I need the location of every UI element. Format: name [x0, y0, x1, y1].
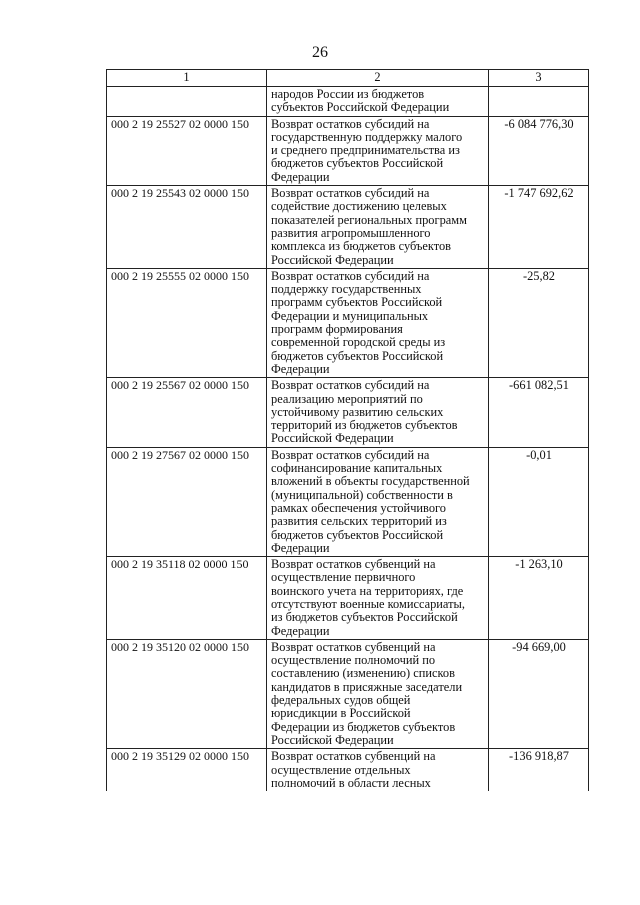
row-name: Возврат остатков субсидий на софинансирование капитальных вложений в объекты государственной (муниципальной) собственности в рамках обеспечения устойчивого развития сельских территорий из бюджетов субъектов Российской Федерации	[267, 447, 489, 556]
row-code: 000 2 19 25555 02 0000 150	[107, 268, 267, 377]
row-value: -136 918,87	[489, 749, 589, 791]
row-value	[489, 87, 589, 117]
row-name: народов России из бюджетов субъектов Российской Федерации	[267, 87, 489, 117]
table-row	[107, 557, 589, 640]
row-name: Возврат остатков субвенций на осуществление полномочий по составлению (изменению) списков кандидатов в присяжные заседатели федеральных судов общей юрисдикции в Российской Федерации из бюджетов субъектов Российской Федерации	[267, 639, 489, 748]
row-value: -0,01	[489, 447, 589, 556]
table-row	[107, 749, 589, 791]
header-col-3: 3	[489, 70, 589, 87]
row-code: 000 2 19 35120 02 0000 150	[107, 639, 267, 748]
row-name: Возврат остатков субсидий на содействие достижению целевых показателей региональных программ развития агропромышленного комплекса из бюджетов субъектов Российской Федерации	[267, 186, 489, 269]
row-code: 000 2 19 27567 02 0000 150	[107, 447, 267, 556]
row-code: 000 2 19 35118 02 0000 150	[107, 557, 267, 640]
row-code: 000 2 19 25543 02 0000 150	[107, 186, 267, 269]
row-code: 000 2 19 35129 02 0000 150	[107, 749, 267, 791]
row-name: Возврат остатков субсидий на реализацию мероприятий по устойчивому развитию сельских территорий из бюджетов субъектов Российской Федерации	[267, 378, 489, 447]
table-row	[107, 268, 589, 377]
row-value: -1 263,10	[489, 557, 589, 640]
table-header-row	[107, 70, 589, 87]
row-name: Возврат остатков субсидий на поддержку государственных программ субъектов Российской Федерации и муниципальных программ формирования современной городской среды из бюджетов субъектов Российской Федерации	[267, 268, 489, 377]
row-code	[107, 87, 267, 117]
row-value: -661 082,51	[489, 378, 589, 447]
row-name: Возврат остатков субвенций на осуществление первичного воинского учета на территориях, где отсутствуют военные комиссариаты, из бюджетов субъектов Российской Федерации	[267, 557, 489, 640]
table-row	[107, 639, 589, 748]
row-code: 000 2 19 25567 02 0000 150	[107, 378, 267, 447]
row-value: -1 747 692,62	[489, 186, 589, 269]
row-value: -6 084 776,30	[489, 116, 589, 185]
table-row	[107, 116, 589, 185]
row-name: Возврат остатков субсидий на государственную поддержку малого и среднего предпринимательства из бюджетов субъектов Российской Федерации	[267, 116, 489, 185]
row-code: 000 2 19 25527 02 0000 150	[107, 116, 267, 185]
table-row-continuation	[107, 87, 589, 117]
table-row	[107, 378, 589, 447]
header-col-2: 2	[267, 70, 489, 87]
row-value: -94 669,00	[489, 639, 589, 748]
page-number: 26	[312, 44, 328, 61]
budget-table	[106, 69, 589, 791]
table-row	[107, 186, 589, 269]
row-name: Возврат остатков субвенций на осуществление отдельных полномочий в области лесных	[267, 749, 489, 791]
table-row	[107, 447, 589, 556]
header-col-1: 1	[107, 70, 267, 87]
row-value: -25,82	[489, 268, 589, 377]
